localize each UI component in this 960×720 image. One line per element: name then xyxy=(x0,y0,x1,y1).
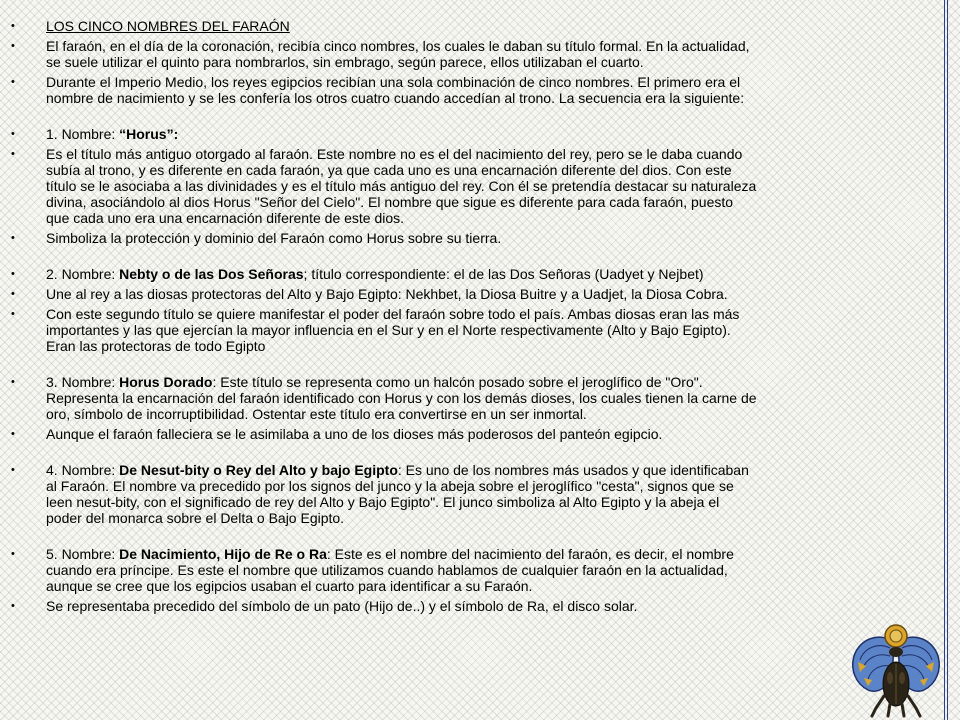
name-heading-bullet xyxy=(0,546,940,594)
name-description: : Es uno de los nombres más usados y que identificaban xyxy=(397,462,749,478)
detail-bullet xyxy=(0,230,940,246)
text-line: Se representaba precedido del símbolo de un pato (Hijo de..) y el símbolo de Ra, el disco solar. xyxy=(46,598,638,614)
name-heading-bullet xyxy=(0,126,940,142)
name-description: : Este es el nombre del nacimiento del faraón, es decir, el nombre xyxy=(326,546,734,562)
text-line: nombre de nacimiento y se les confería los otros cuatro cuando accedían al trono. La secuencia era la siguiente: xyxy=(46,90,745,106)
intro-bullet xyxy=(0,38,940,70)
intro-bullet xyxy=(0,74,940,106)
text-line: Representa la encarnación del faraón identificado con Horus y con los demás dioses, los cuales tienen la carne de xyxy=(46,390,757,406)
text-line: oro, símbolo de incorruptibilidad. Ostentar este título era convertirse en un ser inmortal. xyxy=(46,406,587,422)
name-number: 4. Nombre: xyxy=(46,462,120,478)
text-line: cuando era príncipe. Es este el nombre que utilizamos cuando hablamos de cualquier faraón en la actualidad, xyxy=(46,562,728,578)
name-title: Nebty o de las Dos Señoras xyxy=(119,266,304,282)
name-title: Horus Dorado xyxy=(119,374,213,390)
winged-scarab-icon xyxy=(850,622,942,720)
name-heading-bullet xyxy=(0,374,940,422)
name-description: : Este título se representa como un halcón posado sobre el jeroglífico de "Oro". xyxy=(212,374,703,390)
detail-bullet xyxy=(0,306,940,354)
detail-bullet xyxy=(0,426,940,442)
detail-bullet xyxy=(0,146,940,226)
name-number: 2. Nombre: xyxy=(46,266,120,282)
text-line: que cada uno era una encarnación diferente de este dios. xyxy=(46,210,405,226)
detail-bullet xyxy=(0,286,940,302)
text-line: El faraón, en el día de la coronación, recibía cinco nombres, los cuales le daban su título formal. En la actualidad, xyxy=(46,38,750,54)
name-number: 5. Nombre: xyxy=(46,546,120,562)
text-line: Simboliza la protección y dominio del Faraón como Horus sobre su tierra. xyxy=(46,230,502,246)
text-line: Une al rey a las diosas protectoras del Alto y Bajo Egipto: Nekhbet, la Diosa Buitre y a Uadjet, la Diosa Cobra. xyxy=(46,286,728,302)
name-title: “Horus”: xyxy=(119,126,179,142)
text-line: se suele utilizar el quinto para nombrarlos, sin embrago, según parece, ellos utilizaban el cuarto. xyxy=(46,54,644,70)
slide-title: LOS CINCO NOMBRES DEL FARAÓN xyxy=(46,18,290,34)
text-line: aunque se cree que los egipcios usaban el cuarto para identificar a su Faraón. xyxy=(46,578,533,594)
name-description: ; título correspondiente: el de las Dos Señoras (Uadyet y Nejbet) xyxy=(303,266,704,282)
text-line: Es el título más antiguo otorgado al faraón. Este nombre no es el del nacimiento del rey, pero se le daba cuando xyxy=(46,146,743,162)
name-number: 3. Nombre: xyxy=(46,374,120,390)
detail-bullet xyxy=(0,598,940,614)
name-number: 1. Nombre: xyxy=(46,126,120,142)
text-line: título se le asociaba a las divinidades y es el título más antiguo del rey. Con él se pretendía destacar su naturaleza xyxy=(46,178,757,194)
bullet-list xyxy=(0,18,940,614)
title-bullet xyxy=(0,18,940,34)
slide-frame-line xyxy=(947,0,948,720)
text-line: Con este segundo título se quiere manifestar el poder del faraón sobre todo el país. Ambas diosas eran las más xyxy=(46,306,740,322)
text-line: divina, asociándolo al dios Horus "Señor del Cielo". El nombre que sigue es diferente para cada faraón, puesto xyxy=(46,194,734,210)
name-heading-bullet xyxy=(0,462,940,526)
text-line: Aunque el faraón falleciera se le asimilaba a uno de los dioses más poderosos del panteón egipcio. xyxy=(46,426,663,442)
text-line: Eran las protectoras de todo Egipto xyxy=(46,338,266,354)
text-line: poder del monarca sobre el Delta o Bajo Egipto. xyxy=(46,510,345,526)
text-line: importantes y las que ejercían la mayor influencia en el Sur y en el Norte respectivamente (Alto y Bajo Egipto). xyxy=(46,322,731,338)
slide-frame-line xyxy=(944,0,945,720)
text-line: al Faraón. El nombre va precedido por los signos del junco y la abeja sobre el jeroglífico "cesta", signos que se xyxy=(46,478,734,494)
name-heading-bullet xyxy=(0,266,940,282)
text-line: leen nesut-bity, con el significado de rey del Alto y Bajo Egipto". El junco simboliza al Alto Egipto y la abeja el xyxy=(46,494,720,510)
name-title: De Nesut-bity o Rey del Alto y bajo Egipto xyxy=(119,462,398,478)
text-line: Durante el Imperio Medio, los reyes egipcios recibían una sola combinación de cinco nombres. El primero era el xyxy=(46,74,741,90)
name-title: De Nacimiento, Hijo de Re o Ra xyxy=(119,546,327,562)
text-line: subía al trono, y es diferente en cada faraón, ya que cada uno es una encarnación diferente del dios. Con este xyxy=(46,162,732,178)
